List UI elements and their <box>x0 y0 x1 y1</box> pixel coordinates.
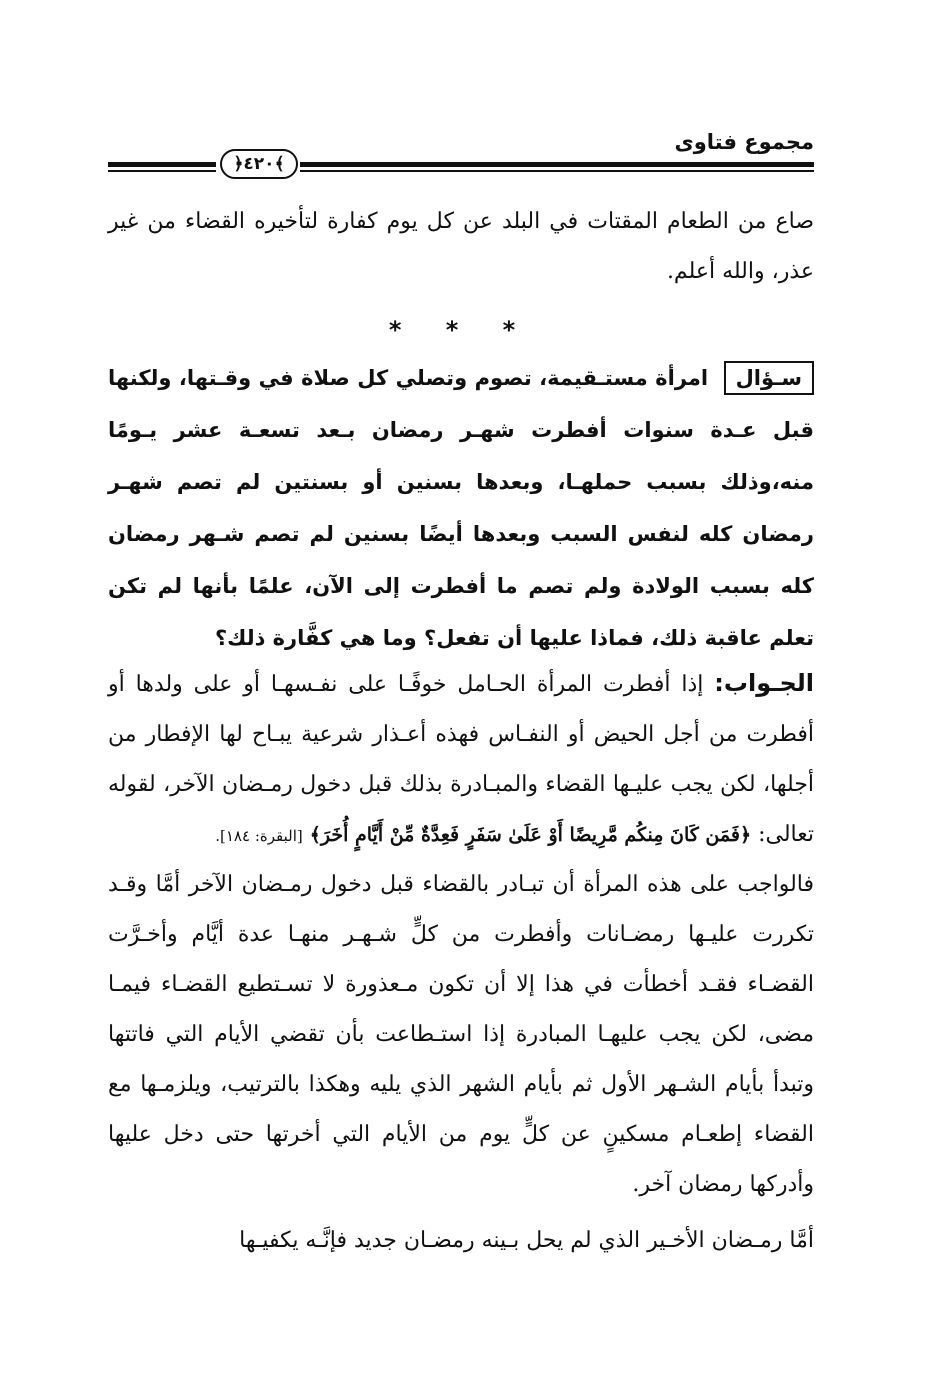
verse-reference: [البقرة: ١٨٤]. <box>215 827 303 845</box>
page-number: ﴿٤٢٠﴾ <box>220 149 298 179</box>
quran-verse: ﴿فَمَن كَانَ مِنكُم مَّرِيضًا أَوْ عَلَىٰ سَفَرٍ فَعِدَّةٌ مِّنْ أَيَّامٍ أُخَرَ﴾ <box>309 824 752 846</box>
question-text: امرأة مستـقيمة، تصوم وتصلي كل صلاة في وقـتها، ولكنها قبل عـدة سنوات أفطرت شهـر رمضان بـعد تسعـة عشر يـومًا منه،وذلك بسبب حملهـا، وبعدها بسنين أو بسنتين لم تصم شهـر رمضان كله لنفس السبب وبعدها أيضًا بسنين لم تصم شـهر رمضان كله بسبب الولادة ولم تصم ما أفطرت إلى الآن، علمًا بأنها لم تكن تعلم عاقبة ذلك، فماذا عليها أن تفعل؟ وما هي كفَّارة ذلك؟ <box>108 366 814 650</box>
answer-text: إذا أفطرت المرأة الحـامل خوفًـا على نفـسهـا أو على ولدها أو أفطرت من أجل الحيض أو النفـاس فهذه أعـذار شرعية يبـاح لها الإفطار من أجلها، لكن يجب عليـها القضاء والمبـادرة بذلك قبل دخول رمـضان الآخر، لقوله تعالى: <box>108 672 814 847</box>
running-header <box>108 128 814 180</box>
question-label: سـؤال <box>724 361 814 395</box>
page-number-box <box>216 149 300 179</box>
header-rule-thick <box>108 162 814 167</box>
answer-label: الجـواب: <box>714 669 814 697</box>
book-title: مجموع فتاوى <box>674 130 814 154</box>
continuation-paragraph: صاع من الطعام المقتات في البلد عن كل يوم كفارة لتأخيره القضاء من غير عذر، والله أعلم. <box>108 209 814 284</box>
body-paragraph-3: أمَّا رمـضان الأخـير الذي لم يحل بـينه رمضـان جديد فإنَّـه يكفيـها <box>239 1228 814 1253</box>
body-paragraph-2: فالواجب على هذه المرأة أن تبـادر بالقضاء قبل دخول رمـضان الآخر أمَّا وقـد تكررت عليـها رمضـانات وأفطرت من كلٍّ شـهـر منهـا عدة أيَّام وأخـرَّت القضـاء فقـد أخطأت في هذا إلا أن تكون مـعذورة لا تسـتطيع القضـاء فيمـا مضى، لكن يجب عليهـا المبادرة إذا استـطاعت بأن تقضي الأيام التي فاتتها وتبدأ بأيام الشـهر الأول ثم بأيام الشهر الذي يليه وهكذا بالترتيب، ويلزمـها مع القضاء إطعـام مسكينٍ عن كلٍّ يوم من الأيام التي أخرتها حتى دخل عليها وأدركها رمضان آخر. <box>108 872 814 1197</box>
header-rule-thin <box>108 170 814 172</box>
question-paragraph <box>108 352 814 664</box>
answer-paragraph <box>108 658 814 861</box>
section-separator: * * * <box>388 316 534 344</box>
